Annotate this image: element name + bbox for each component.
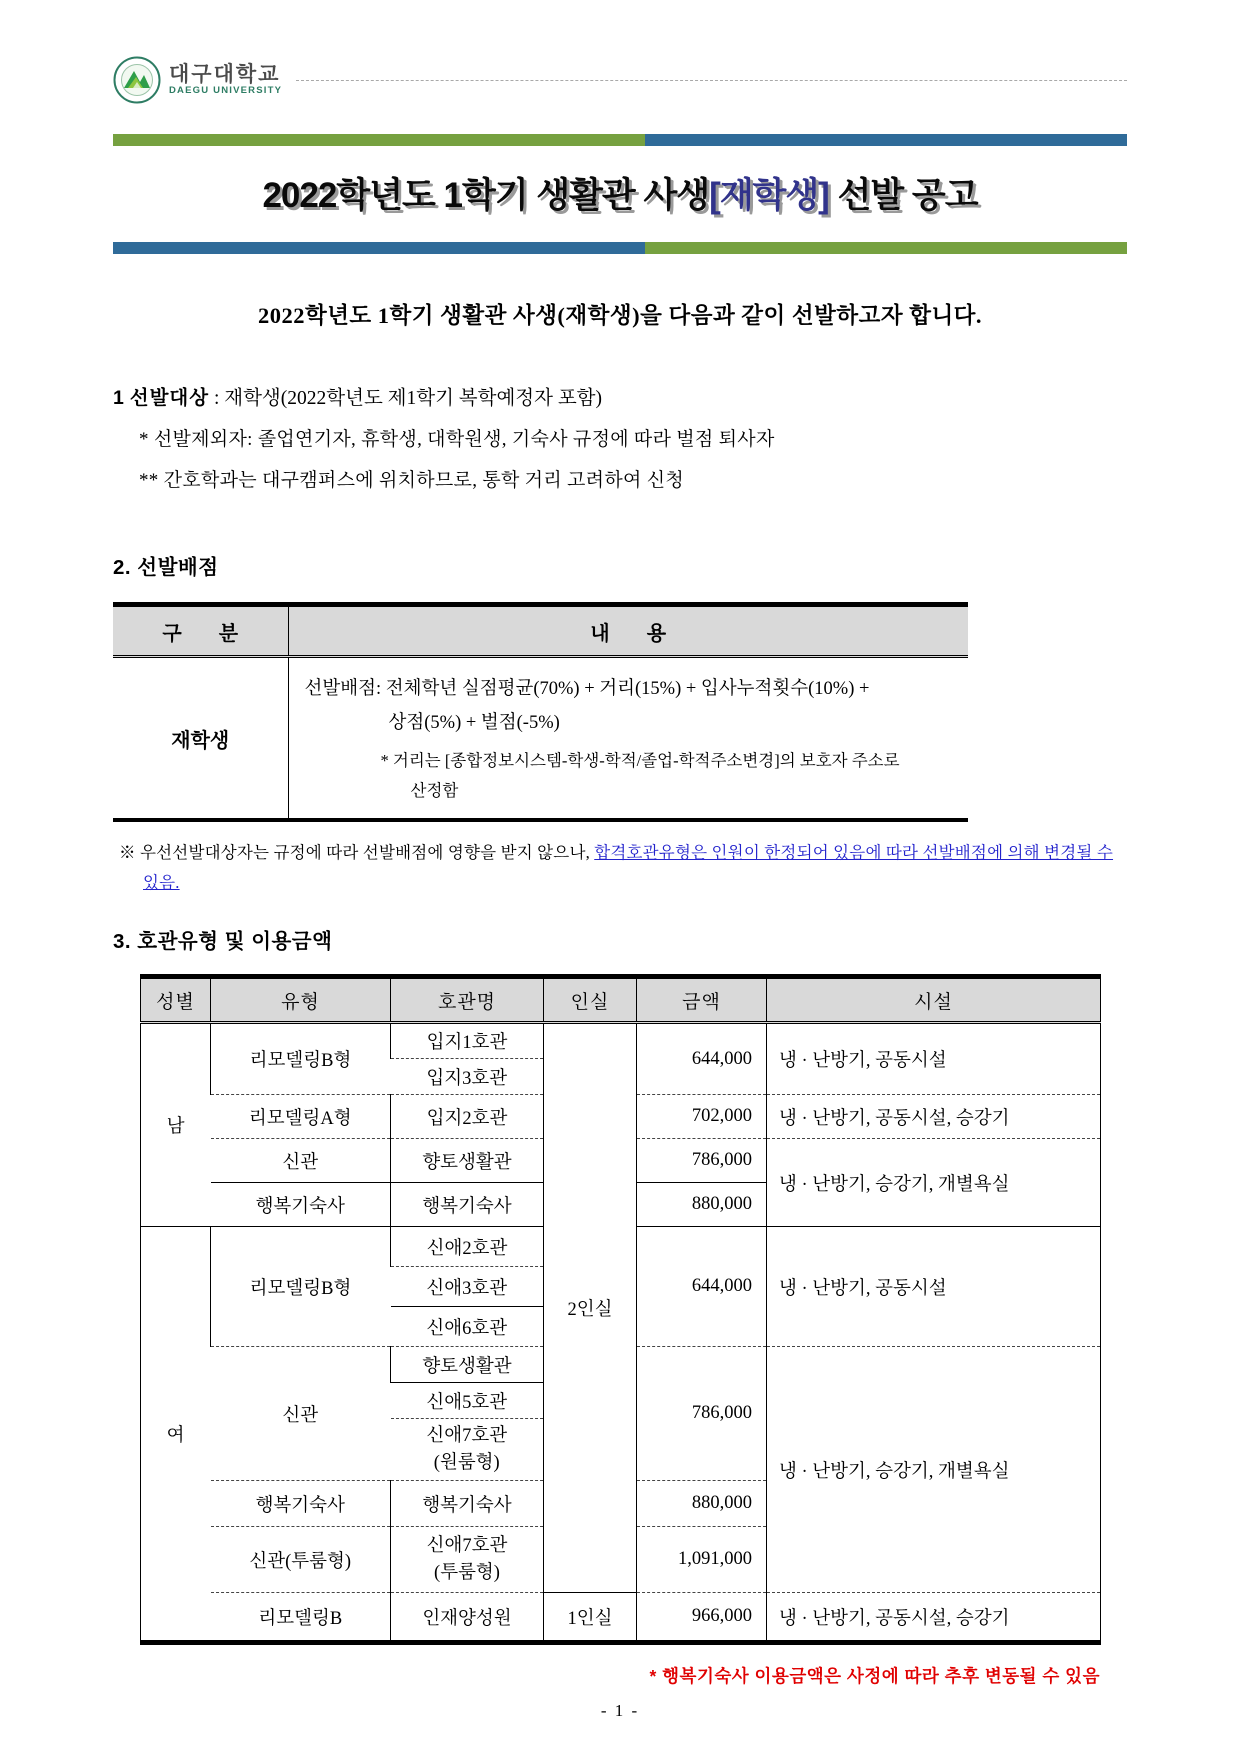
cell-male-new-type: 신관	[211, 1139, 391, 1183]
cell-male-remodel-a-hall: 입지2호관	[391, 1095, 544, 1139]
cell-female-tworoom-hall: 신애7호관 (투룸형)	[391, 1527, 544, 1593]
cell-female-new-hall2: 신애5호관	[391, 1383, 544, 1419]
cell-female-single-price: 966,000	[637, 1593, 767, 1643]
cell-female-remodel-b-hall3: 신애6호관	[391, 1307, 544, 1347]
cell-male-happy-type: 행복기숙사	[211, 1183, 391, 1227]
cell-female-single-hall: 인재양성원	[391, 1593, 544, 1643]
col-header-hall-name: 호관명	[391, 977, 544, 1023]
page-number: - 1 -	[600, 1701, 640, 1720]
distance-note-line1: * 거리는 [종합정보시스템-학생-학적/졸업-학적주소변경]의 보호자 주소로	[380, 751, 900, 770]
header-divider-line	[296, 80, 1127, 81]
cell-female-tworoom-type: 신관(투룸형)	[211, 1527, 391, 1593]
university-name-korean: 대구대학교	[169, 62, 281, 86]
cell-female-new-type: 신관	[211, 1347, 391, 1481]
cell-male-remodel-b-price: 644,000	[637, 1023, 767, 1095]
col-header-content: 내 용	[288, 605, 968, 657]
score-formula-line2: 상점(5%) + 벌점(-5%)	[388, 713, 560, 733]
title-highlight: [재학생]	[709, 176, 829, 215]
cell-female-tworoom-price: 1,091,000	[637, 1527, 767, 1593]
section1-note-2: ** 간호학과는 대구캠퍼스에 위치하므로, 통학 거리 고려하여 신청	[139, 470, 685, 491]
cell-female-new-price: 786,000	[637, 1347, 767, 1481]
col-header-division: 구 분	[113, 605, 288, 657]
cell-female-remodel-b-hall2: 신애3호관	[391, 1267, 544, 1307]
section1-number: 1	[113, 387, 125, 409]
table-row	[113, 657, 968, 821]
cell-room-double: 2인실	[544, 1023, 637, 1593]
cell-male-remodel-a-type: 리모델링A형	[211, 1095, 391, 1139]
cell-female-single-type: 리모델링B	[211, 1593, 391, 1643]
university-seal-icon	[113, 56, 161, 104]
cell-male-remodel-b-hall2: 입지3호관	[391, 1059, 544, 1095]
cell-female-happy-price: 880,000	[637, 1481, 767, 1527]
priority-selection-note	[113, 838, 1127, 898]
document-title: 2022학년도 1학기 생활관 사생[재학생] 선발 공고	[262, 176, 978, 215]
section1-title: 선발대상	[129, 387, 210, 409]
cell-male-happy-price: 880,000	[637, 1183, 767, 1227]
happy-dorm-fee-note: * 행복기숙사 이용금액은 사정에 따라 추후 변동될 수 있음	[649, 1666, 1100, 1686]
cell-male-remodel-a-price: 702,000	[637, 1095, 767, 1139]
cell-female-happy-type: 행복기숙사	[211, 1481, 391, 1527]
page-header	[113, 52, 1127, 108]
section2-heading: 2. 선발배점	[113, 556, 219, 579]
bar-segment-green	[113, 134, 645, 146]
bar-segment-green	[645, 242, 1127, 254]
col-header-fee: 금액	[637, 977, 767, 1023]
university-name-english: DAEGU UNIVERSITY	[169, 85, 283, 97]
cell-male-new-price: 786,000	[637, 1139, 767, 1183]
cell-female-new-hall3: 신애7호관 (원룸형)	[391, 1419, 544, 1481]
cell-room-single: 1인실	[544, 1593, 637, 1643]
row-label-enrolled-student: 재학생	[171, 729, 230, 752]
note-plain-text: ※ 우선선발대상자는 규정에 따라 선발배점에 영향을 받지 않으나,	[119, 843, 595, 862]
cell-female-single-facility: 냉 · 난방기, 공동시설, 승강기	[767, 1593, 1101, 1643]
university-logo	[113, 56, 282, 104]
cell-female-happy-hall: 행복기숙사	[391, 1481, 544, 1527]
banner-bar-bottom	[113, 242, 1127, 254]
cell-male-new-hall: 향토생활관	[391, 1139, 544, 1183]
cell-female-remodel-b-price: 644,000	[637, 1227, 767, 1347]
cell-male-happy-hall: 행복기숙사	[391, 1183, 544, 1227]
intro-sentence: 2022학년도 1학기 생활관 사생(재학생)을 다음과 같이 선발하고자 합니다.	[257, 303, 983, 328]
bar-segment-blue	[113, 242, 645, 254]
banner-bar-top	[113, 134, 1127, 146]
cell-female-remodel-b-type: 리모델링B형	[211, 1227, 391, 1347]
table-row	[141, 1593, 1101, 1643]
section-selection-target	[113, 382, 1127, 492]
cell-gender-male: 남	[166, 1117, 185, 1137]
col-header-occupancy: 인실	[544, 977, 637, 1023]
cell-female-new-hall1: 향토생활관	[391, 1347, 544, 1383]
distance-note-line2: 산정함	[410, 781, 459, 800]
dormitory-fee-table	[140, 974, 1101, 1645]
col-header-facility: 시설	[767, 977, 1101, 1023]
capacity-change-link[interactable]: 합격호관유형은 인원이 한정되어 있음에 따라 선발배점에 의해 변경될 수 있음.	[143, 843, 1114, 892]
cell-male-remodel-b-hall1: 입지1호관	[391, 1023, 544, 1059]
cell-male-remodel-b-type: 리모델링B형	[211, 1023, 391, 1095]
cell-male-remodel-a-facility: 냉 · 난방기, 공동시설, 승강기	[767, 1095, 1101, 1139]
table-header-row	[141, 977, 1101, 1023]
cell-gender-female: 여	[141, 1227, 211, 1643]
cell-male-shared-facility: 냉 · 난방기, 승강기, 개별욕실	[767, 1139, 1101, 1227]
section1-note-1: * 선발제외자: 졸업연기자, 휴학생, 대학원생, 기숙사 규정에 따라 벌점 퇴사자	[139, 429, 775, 450]
table-header-row	[113, 605, 968, 657]
section3-heading: 3. 호관유형 및 이용금액	[113, 930, 333, 953]
cell-female-shared-facility: 냉 · 난방기, 승강기, 개별욕실	[767, 1347, 1101, 1593]
cell-female-remodel-b-facility: 냉 · 난방기, 공동시설	[767, 1227, 1101, 1347]
table-row	[141, 1023, 1101, 1059]
cell-female-remodel-b-hall1: 신애2호관	[391, 1227, 544, 1267]
section1-target-text: : 재학생(2022학년도 제1학기 복학예정자 포함)	[209, 388, 603, 409]
col-header-gender: 성별	[141, 977, 211, 1023]
col-header-type: 유형	[211, 977, 391, 1023]
bar-segment-blue	[645, 134, 1127, 146]
selection-score-table	[113, 602, 968, 822]
score-formula-line1: 선발배점: 전체학년 실점평균(70%) + 거리(15%) + 입사누적횟수(10%) +	[304, 679, 870, 699]
cell-male-remodel-b-facility: 냉 · 난방기, 공동시설	[767, 1023, 1101, 1095]
